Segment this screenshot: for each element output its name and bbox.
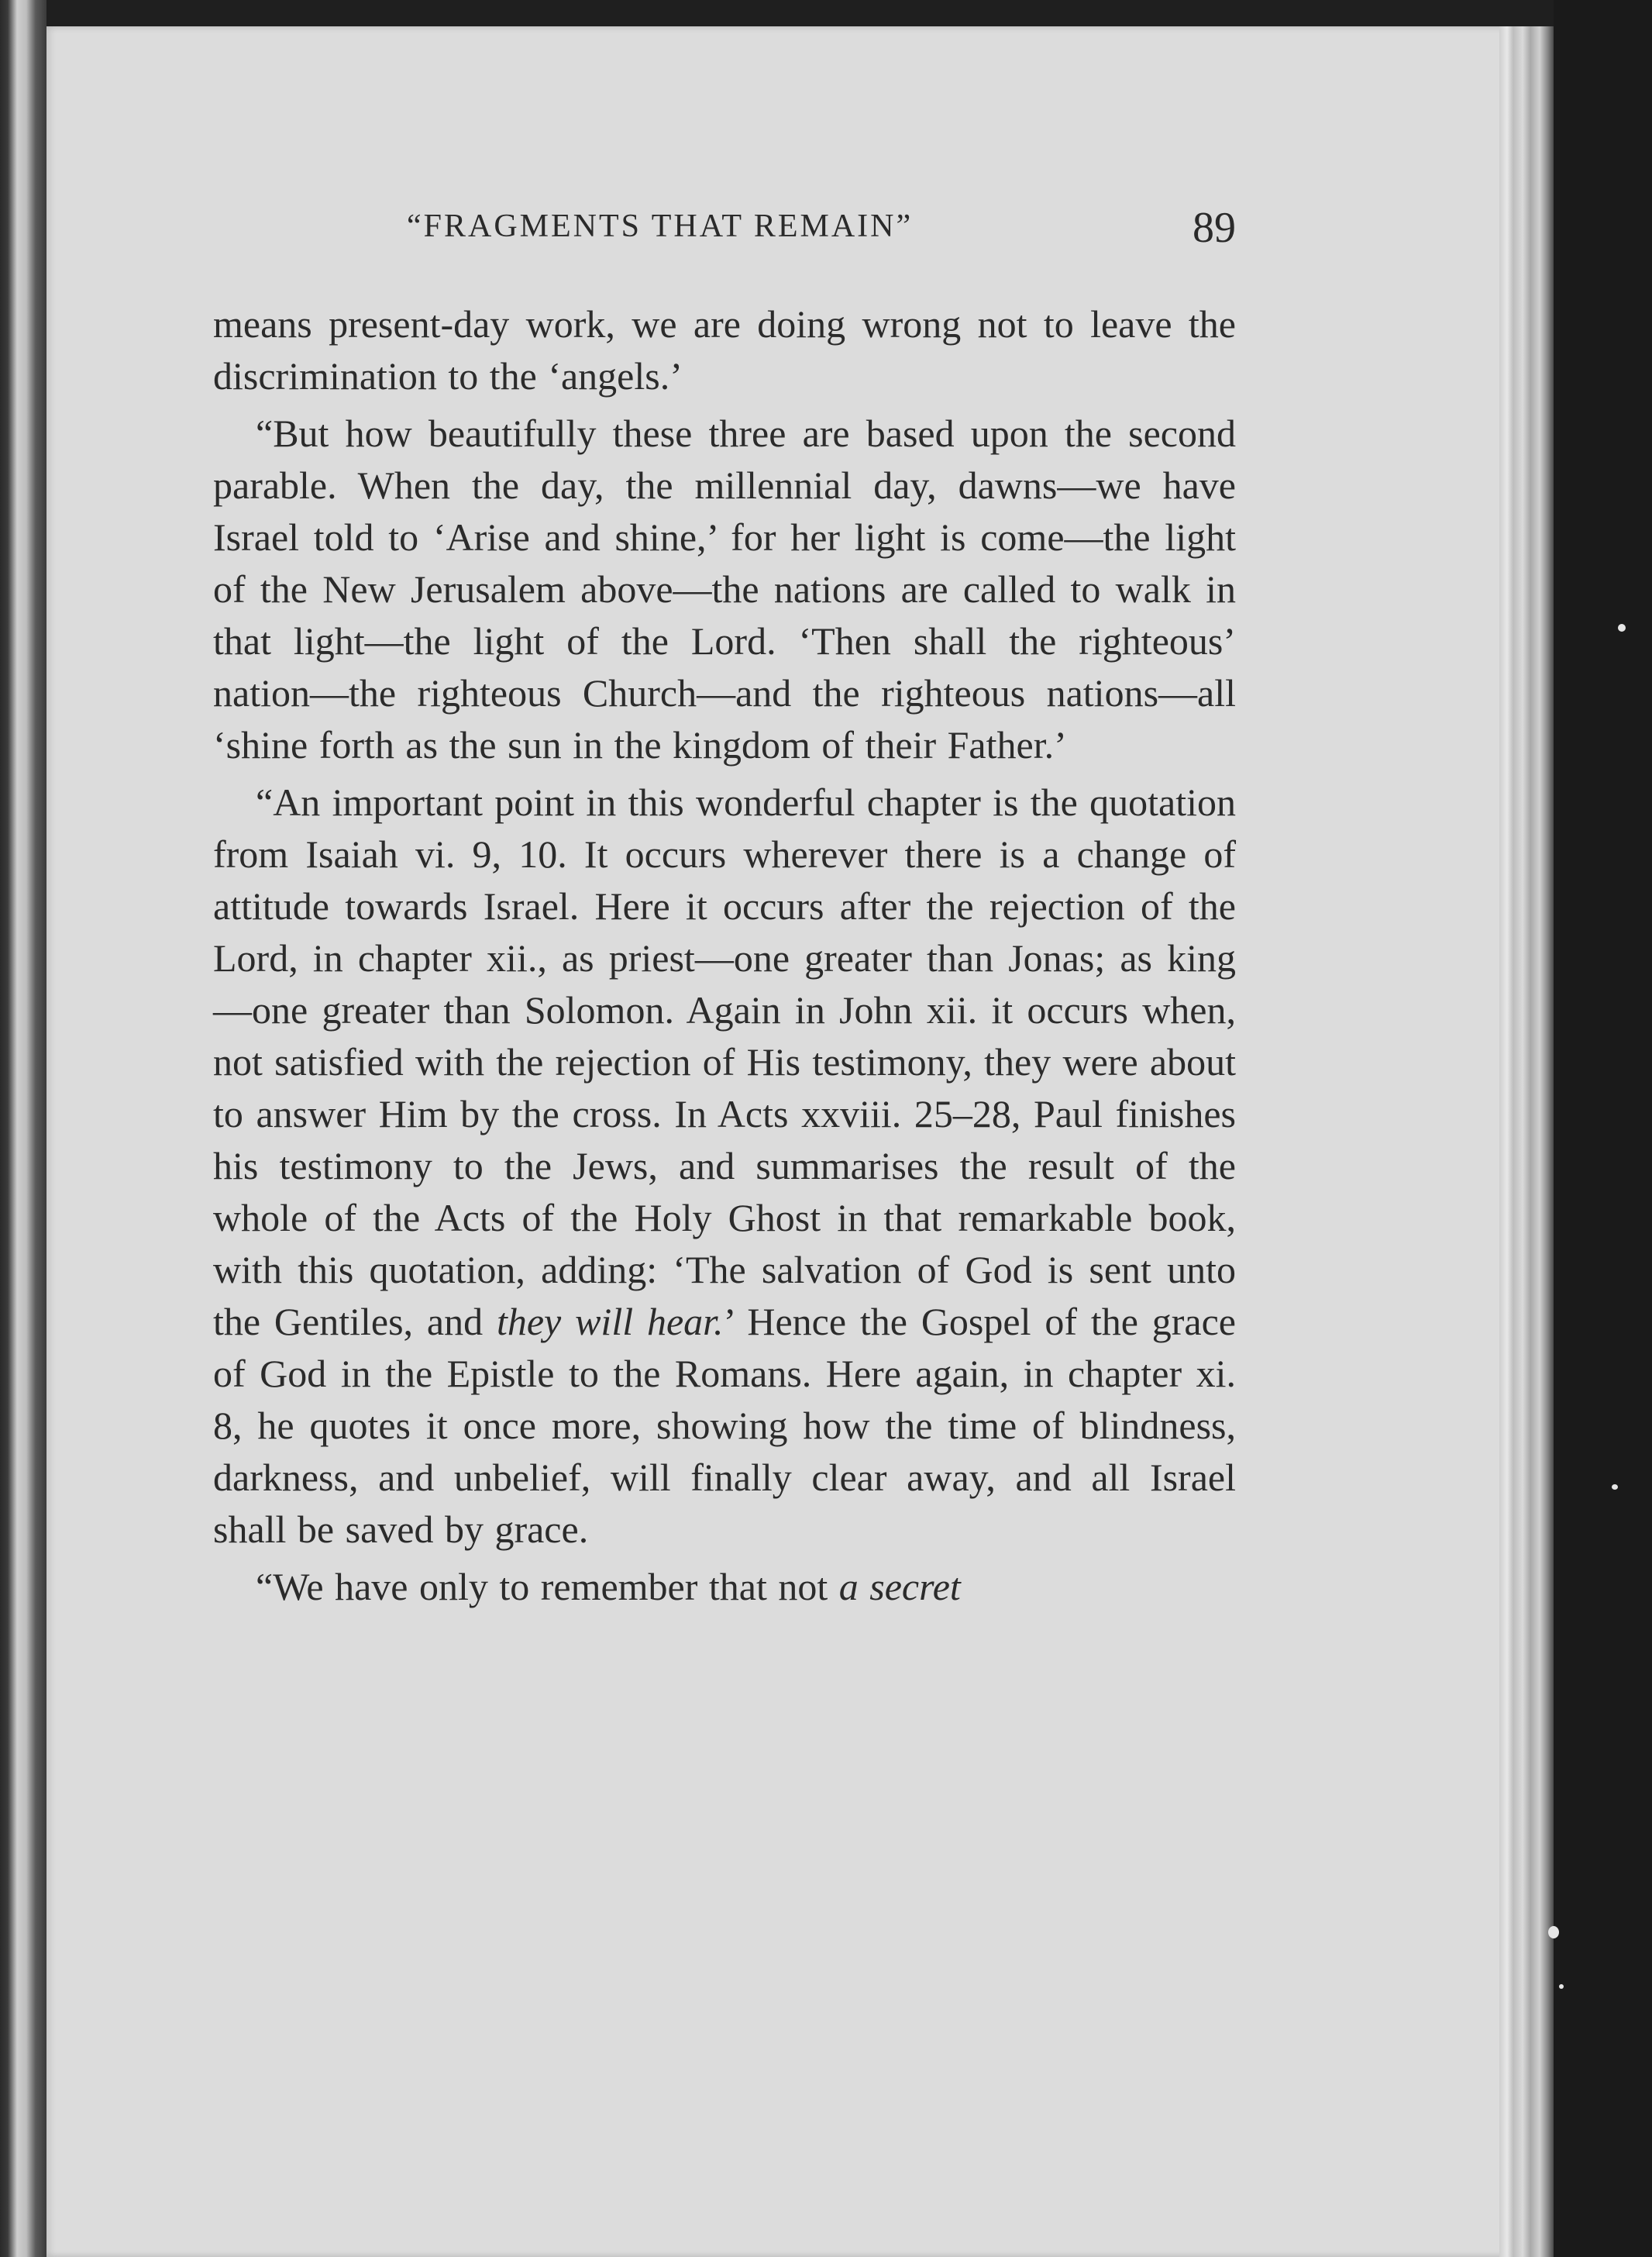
running-head-title: “FRAGMENTS THAT REMAIN”: [407, 208, 914, 244]
paragraph: [213, 298, 1236, 402]
left-page-edge: [0, 0, 46, 2257]
body-text: [213, 298, 1236, 1613]
dust-speck: [1548, 1926, 1559, 1938]
paragraph-text: ’ Hence the Gospel of the grace of God in the Epistle to the Romans. Here again, in chapter xi. 8, he quotes it once more, showing how the time of blindness, darkness, and unbelief, will finally clear away, and all Israel shall be saved by grace.: [213, 1300, 1236, 1551]
running-head: [213, 204, 1236, 262]
dust-speck: [1612, 1484, 1618, 1490]
paragraph: [213, 408, 1236, 771]
paragraph: [213, 1561, 1236, 1613]
dust-speck: [1559, 1984, 1564, 1989]
italic-text: a secret: [838, 1565, 961, 1608]
paragraph-text: “We have only to remember that not: [256, 1565, 839, 1608]
page-right-edge: [1499, 26, 1554, 2257]
paragraph: [213, 777, 1236, 1556]
paragraph-text: “But how beautifully these three are based upon the second parable. When the day, the millennial day, dawns—we have Israel told to ‘Arise and shine,’ for her light is come—the light of the New Jerusalem above—the nations are called to walk in that light—the light of the Lord. ‘Then shall the righteous’ nation—the righteous Church—and the righteous nations—all ‘shine forth as the sun in the kingdom of their Father.’: [213, 412, 1236, 767]
paragraph-text: “An important point in this wonderful chapter is the quotation from Isaiah vi. 9, 10. It occurs wherever there is a change of attitude towards Israel. Here it occurs after the rejection of the Lord, in chapter xii., as priest—one greater than Jonas; as king—one greater than Solomon. Again in John xii. it occurs when, not satisfied with the rejection of His testimony, they were about to answer Him by the cross. In Acts xxviii. 25–28, Paul finishes his testimony to the Jews, and summarises the result of the whole of the Acts of the Holy Ghost in that remarkable book, with this quotation, adding: ‘The salvation of God is sent unto the Gentiles, and: [213, 780, 1236, 1343]
page-number: 89: [1193, 204, 1236, 252]
dust-speck: [1618, 624, 1626, 632]
paragraph-text: means present-day work, we are doing wrong not to leave the discrimination to the ‘angels.’: [213, 302, 1236, 398]
italic-text: they will hear.: [496, 1300, 724, 1343]
background-right: [1554, 0, 1652, 2257]
